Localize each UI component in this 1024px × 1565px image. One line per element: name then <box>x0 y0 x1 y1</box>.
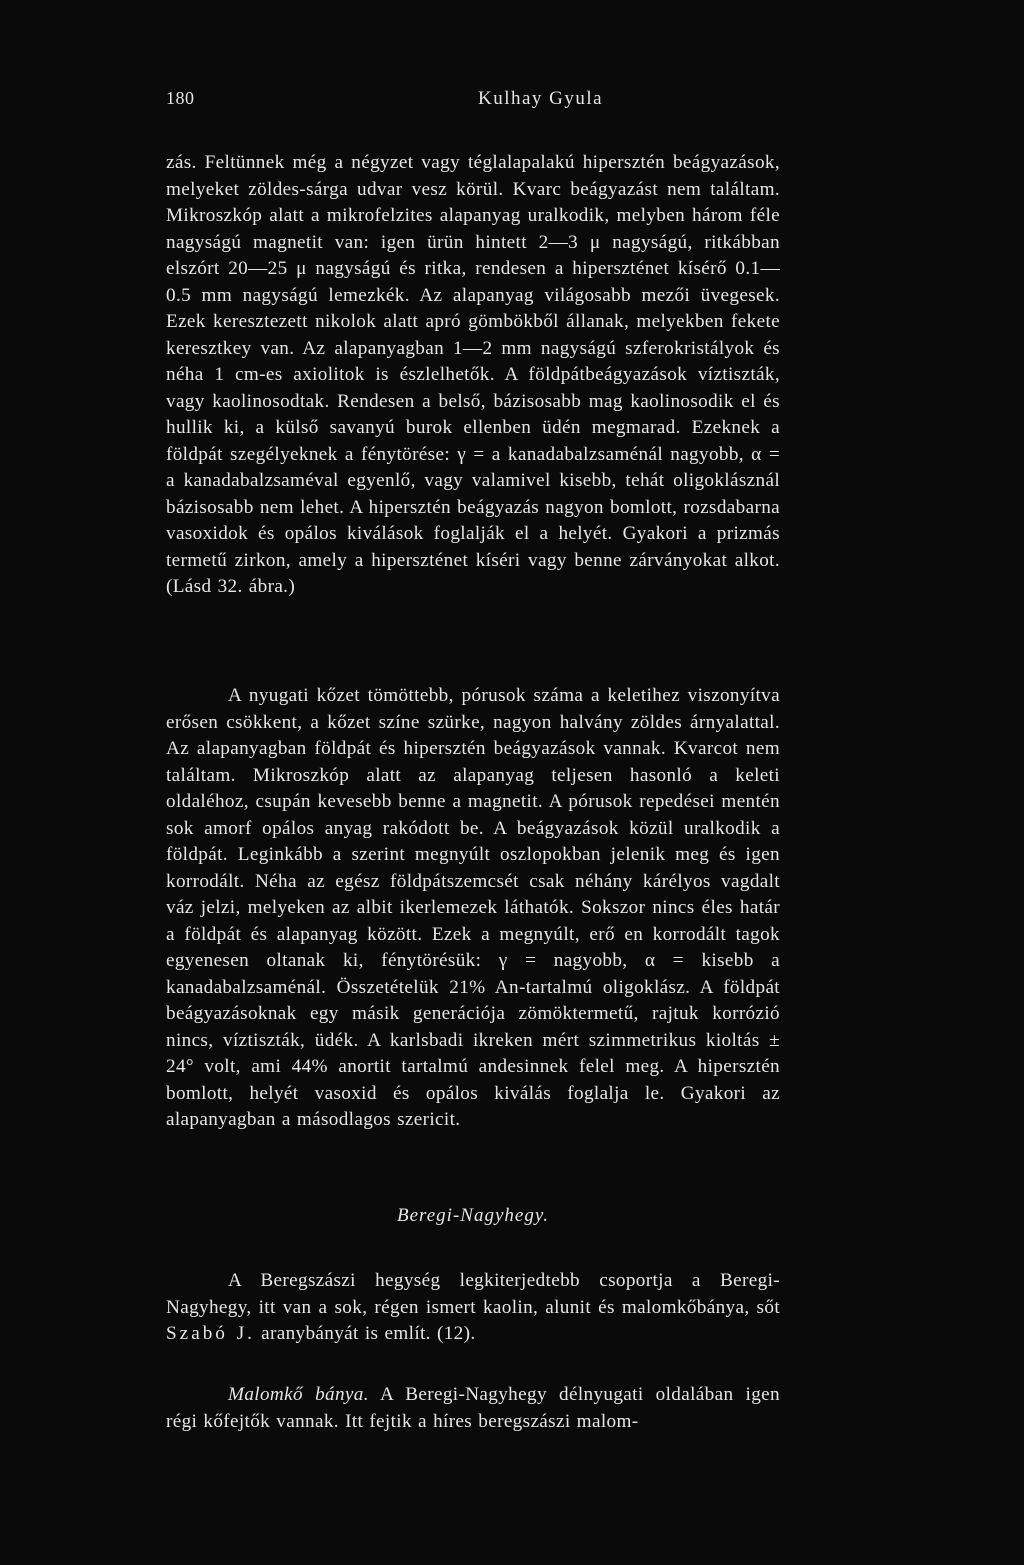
page-number: 180 <box>166 88 195 108</box>
running-head-author: Kulhay Gyula <box>478 88 604 109</box>
paragraph-text <box>166 1382 780 1435</box>
paragraph-western-rock <box>166 683 780 1134</box>
paragraph-text-body: A Beregi-Nagyhegy délnyugati oldalában igen régi kőfejtők vannak. Itt fejtik a híres beregszászi malom- <box>166 1384 780 1432</box>
paragraph-text-start: A Beregszászi hegység legkiterjedtebb csoportja a Beregi-Nagyhegy, itt van a sok, régen ismert kaolin, alunit és malomkőbánya, sőt <box>166 1270 780 1318</box>
paragraph-text-end: aranybányát is említ. (12). <box>254 1323 476 1344</box>
section-heading: Beregi-Nagyhegy. <box>397 1205 549 1226</box>
paragraph-continuation <box>166 150 780 601</box>
author-reference: Szabó J. <box>166 1323 255 1344</box>
paragraph-text: zás. Feltünnek még a négyzet vagy téglalapalakú hipersztén beágyazások, melyeket zöldes-sárga udvar vesz körül. Kvarc beágyazást nem találtam. Mikroszkóp alatt a mikrofelzites alapanyag uralkodik, melyben három féle nagyságú magnetit van: igen ürün hintett 2—3 μ nagyságú, ritkábban elszórt 20—25 μ nagyságú és ritka, rendesen a hiperszténet kísérő 0.1—0.5 mm nagyságú lemezkék. Az alapanyag világosabb mezői üvegesek. Ezek keresztezett nikolok alatt apró gömbökből állanak, melyekben fekete keresztkey van. Az alapanyagban 1—2 mm nagyságú szferokristályok és néha 1 cm-es axiolitok is észlelhetők. A földpátbeágyazások víztiszták, vagy kaolinosodtak. Rendesen a belső, bázisosabb mag kaolinosodik el és hullik ki, a külső savanyú burok ellenben üdén megmarad. Ezeknek a földpát szegélyeknek a fénytörése: γ = a kanadabalzsaménál nagyobb, α = a kanadabalzsaméval egyenlő, vagy valamivel kisebb, tehát oligoklásznál bázisosabb nem lehet. A hipersztén beágyazás nagyon bomlott, rozsdabarna vasoxidok és opálos kiválások foglalják el a helyét. Gyakori a prizmás termetű zirkon, amely a hiperszténet kíséri vagy benne zárványokat alkot. (Lásd 32. ábra.) <box>166 152 780 597</box>
paragraph-text <box>166 1268 780 1348</box>
paragraph-malomko-banya <box>166 1382 780 1435</box>
paragraph-beregi-nagyhegy <box>166 1268 780 1348</box>
subsection-title: Malomkő bánya. <box>228 1384 369 1405</box>
running-head <box>166 88 778 114</box>
paragraph-text: A nyugati kőzet tömöttebb, pórusok száma a keletihez viszonyítva erősen csökkent, a kőzet színe szürke, nagyon halvány zöldes árnyalattal. Az alapanyagban földpát és hipersztén beágyazások vannak. Kvarcot nem találtam. Mikroszkóp alatt az alapanyag teljesen hasonló a keleti oldaléhoz, csupán kevesebb benne a magnetit. A pórusok repedései mentén sok amorf opálos anyag rakódott be. A beágyazások közül uralkodik a földpát. Leginkább a szerint megnyúlt oszlopokban jelenik meg és igen korrodált. Néha az egész földpátszemcsét csak néhány kárélyos vagdalt váz jelzi, melyeken az albit ikerlemezek láthatók. Sokszor nincs éles határ a földpát és alapanyag között. Ezek a megnyúlt, erő en korrodált tagok egyenesen oltanak ki, fénytörésük: γ = nagyobb, α = kisebb a kanadabalzsaménál. Összetételük 21% An-tartalmú oligoklász. A földpát beágyazásoknak egy másik generációja zömöktermetű, rajtuk korrózió nincs, víztiszták, üdék. A karlsbadi ikreken mért szimmetrikus kioltás ± 24° volt, ami 44% anortit tartalmú andesinnek felel meg. A hipersztén bomlott, helyét vasoxid és opálos kiválás foglalja le. Gyakori az alapanyagban a másodlagos szericit. <box>166 685 780 1130</box>
